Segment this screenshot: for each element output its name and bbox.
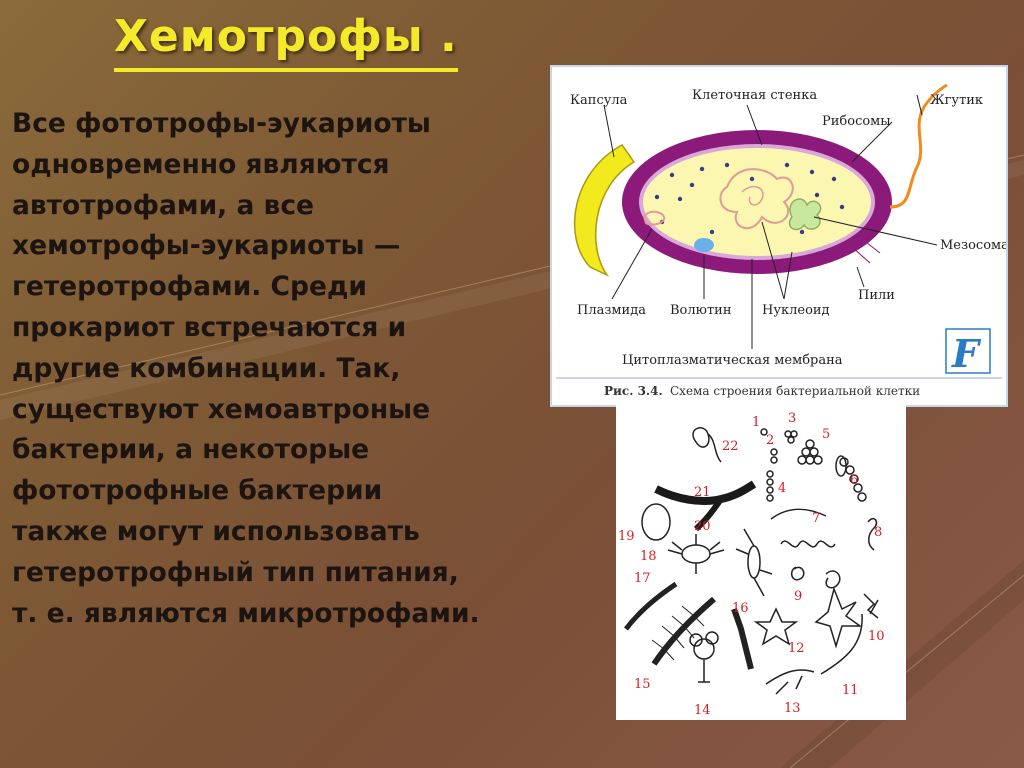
number-label: 15 (634, 677, 651, 692)
number-label: 2 (766, 433, 775, 448)
label-nucleoid: Нуклеоид (762, 303, 830, 318)
number-label: 22 (722, 439, 739, 454)
caption-text: Схема строения бактериальной клетки (670, 384, 921, 398)
bacteria-forms-figure (616, 404, 906, 720)
body-line: гетеротрофный тип питания, (12, 556, 459, 588)
number-label: 5 (822, 427, 831, 442)
number-label: 21 (694, 485, 711, 500)
label-flagellum: Жгутик (930, 93, 984, 108)
bacteria-numbers (618, 411, 885, 718)
mesosome-shape (789, 199, 820, 230)
volutin-shape (694, 238, 714, 252)
number-label: 1 (752, 415, 761, 430)
label-membrane: Цитоплазматическая мембрана (622, 353, 843, 368)
body-line: Все фототрофы-эукариоты (12, 108, 431, 139)
body-line: фототрофные бактерии (12, 475, 383, 507)
number-label: 9 (794, 589, 803, 604)
label-pili: Пили (858, 288, 895, 303)
number-label: 19 (618, 529, 635, 544)
bacteria-drawings (626, 428, 878, 694)
number-label: 3 (788, 411, 797, 426)
body-line: также могут использовать (12, 515, 420, 547)
body-line: существуют хемоавтроные (12, 393, 431, 425)
label-capsule: Капсула (570, 93, 628, 108)
number-label: 16 (732, 601, 749, 616)
body-line: т. е. являются микротрофами. (12, 597, 480, 629)
slide-body-text (12, 104, 552, 634)
number-label: 20 (694, 519, 711, 534)
label-mesosome: Мезосома (940, 238, 1006, 253)
number-label: 11 (842, 683, 859, 698)
body-line: бактерии, а некоторые (12, 434, 370, 466)
cytoplasm-shape (643, 148, 871, 256)
label-plasmid: Плазмида (577, 303, 646, 318)
bacteria-forms-diagram (616, 404, 906, 720)
number-label: 17 (634, 571, 651, 586)
number-label: 6 (850, 473, 859, 488)
bacterial-cell-figure (550, 65, 1008, 407)
number-label: 12 (788, 641, 805, 656)
body-line: другие комбинации. Так, (12, 352, 401, 384)
body-line: автотрофами, а все (12, 189, 315, 221)
body-line: гетеротрофами. Среди (12, 271, 367, 303)
number-label: 14 (694, 703, 711, 718)
bacterial-cell-diagram (552, 67, 1006, 405)
number-label: 7 (812, 511, 821, 526)
slide-title: Хемотрофы . (114, 6, 458, 72)
number-label: 18 (640, 549, 657, 564)
number-label: 8 (874, 525, 883, 540)
body-line: прокариот встречаются и (12, 311, 407, 343)
label-ribosomes: Рибосомы (822, 114, 891, 129)
body-line: одновременно являются (12, 148, 390, 180)
body-line: хемотрофы-эукариоты — (12, 230, 401, 262)
label-cell-wall: Клеточная стенка (692, 88, 818, 103)
number-label: 10 (868, 629, 885, 644)
caption-number: Рис. 3.4. (604, 384, 663, 398)
number-label: 13 (784, 701, 801, 716)
number-label: 4 (778, 481, 787, 496)
logo-letter: F (952, 331, 979, 376)
label-volutin: Волютин (670, 303, 732, 318)
